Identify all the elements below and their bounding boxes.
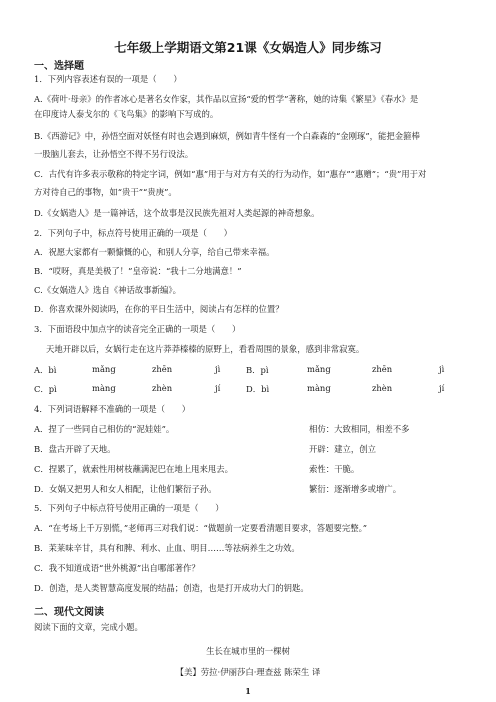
q1-option-b-line1: B.《西游记》中，孙悟空面对妖怪有时也会遇到麻烦，例如青牛怪有一个白森森的“金刚琢”，能把金箍棒 bbox=[34, 131, 420, 141]
q3-passage: 天地开辟以后，女娲行走在这片莽莽榛榛的原野上，看看周围的景象，感到非常寂寞。 bbox=[46, 344, 365, 354]
q3-option-c-py3: zhèn bbox=[152, 383, 173, 393]
q3-option-d-label: D．bì bbox=[246, 384, 270, 394]
q2-option-d: D．你喜欢课外阅读吗，在你的平日生活中，阅读占有怎样的位置？ bbox=[34, 304, 284, 314]
section-heading-reading: 二、现代文阅读 bbox=[34, 607, 104, 618]
q1-stem: 1．下列内容表述有误的一项是（ ） bbox=[34, 74, 182, 84]
q1-option-c-line1: C．古代有许多表示敬称的特定字词，例如“惠”用于与对方有关的行为动作，如“惠存”“惠赠”；“贵”用于对 bbox=[34, 169, 427, 179]
reading-instructions: 阅读下面的文章，完成小题。 bbox=[34, 622, 143, 632]
q3-option-a-py4: jì bbox=[215, 364, 221, 374]
q3-option-d-py3: zhèn bbox=[372, 383, 393, 393]
q1-option-c-line2: 方对待自己的事物，如“贵干”“贵庚”。 bbox=[34, 187, 177, 197]
q3-option-d-py4: jí bbox=[439, 383, 445, 393]
section-heading-choice: 一、选择题 bbox=[34, 61, 84, 72]
q4-row-a-definition: 相仿：大致相同，相差不多 bbox=[309, 424, 410, 434]
q2-stem: 2．下列句子中，标点符号使用正确的一项是（ ） bbox=[34, 228, 232, 238]
q4-row-d-definition: 繁衍：逐渐增多或增广。 bbox=[309, 484, 402, 494]
q3-option-b-py3: zhēn bbox=[372, 364, 393, 374]
q3-option-c-py4: jí bbox=[215, 383, 221, 393]
q3-option-b-py2: mǎng bbox=[307, 364, 331, 374]
q1-option-d: D.《女娲造人》是一篇神话，这个故事是汉民族先祖对人类起源的神奇想象。 bbox=[34, 208, 320, 218]
q3-option-b-py4: jì bbox=[439, 364, 445, 374]
q5-option-c: C．我不知道成语“世外桃源”出自哪部著作？ bbox=[34, 563, 200, 573]
q3-option-c-py2: màng bbox=[92, 383, 116, 393]
q3-option-a-label: A．bì bbox=[34, 365, 57, 375]
article-title: 生长在城市里的一棵树 bbox=[206, 646, 290, 656]
q1-option-a-line1: A.《荷叶·母亲》的作者冰心是著名女作家，其作品以宣扬“爱的哲学”著称，她的诗集《繁星》《春水》是 bbox=[34, 94, 419, 104]
q5-option-d: D．创造，是人类智慧高度发展的结晶；创造，也是打开成功大门的钥匙。 bbox=[34, 583, 309, 593]
q4-row-d-sentence: D．女娲又把男人和女人相配，让他们繁衍子孙。 bbox=[34, 484, 217, 494]
q4-row-b-sentence: B．盘古开辟了天地。 bbox=[34, 444, 116, 454]
q3-option-a-py2: mǎng bbox=[92, 364, 116, 374]
q1-option-b-line2: 一股脑儿套去，让孙悟空不得不另行设法。 bbox=[34, 149, 194, 159]
page-number: 1 bbox=[245, 686, 251, 696]
q3-option-b-label: B．pì bbox=[246, 365, 269, 375]
q4-row-c-definition: 索性：干脆。 bbox=[309, 464, 360, 474]
q4-row-b-definition: 开辟：建立，创立 bbox=[309, 444, 376, 454]
q5-stem: 5．下列句子中标点符号使用正确的一项是（ ） bbox=[34, 503, 224, 513]
q5-option-a: A．“在考场上千万别慌，”老师再三对我们说：“做题前一定要看清题目要求，答题要完整。” bbox=[34, 523, 368, 533]
q3-option-d-py2: màng bbox=[307, 383, 331, 393]
q2-option-b: B．“哎呀，真是美极了！”皇帝说：“我十二分地满意！” bbox=[34, 266, 242, 276]
q2-option-c: C.《女娲造人》选自《神话故事新编》。 bbox=[34, 285, 181, 295]
page-title: 七年级上学期语文第21课《女娲造人》同步练习 bbox=[114, 40, 382, 55]
q4-row-c-sentence: C．捏累了，就索性用树枝蘸满泥巴在地上甩来甩去。 bbox=[34, 464, 234, 474]
q2-option-a: A．祝愿大家都有一颗慷慨的心，和别人分享，给自己带来幸福。 bbox=[34, 247, 275, 257]
q4-row-a-sentence: A．捏了一些同自己相仿的“泥娃娃”。 bbox=[34, 424, 175, 434]
q5-option-b: B．茉莱味辛甘，具有和脾、利水、止血、明目……等祛病养生之功效。 bbox=[34, 543, 300, 553]
q3-stem: 3．下面语段中加点字的读音完全正确的一项是（ ） bbox=[34, 324, 241, 334]
q3-option-a-py3: zhēn bbox=[152, 364, 173, 374]
q1-option-a-line2: 在印度诗人泰戈尔的《飞鸟集》的影响下写成的。 bbox=[34, 109, 219, 119]
article-author: 【美】劳拉·伊丽莎白·理查兹 陈荣生 译 bbox=[175, 667, 321, 677]
q4-stem: 4．下列词语解释不准确的一项是（ ） bbox=[34, 404, 191, 414]
q3-option-c-label: C．pì bbox=[34, 384, 57, 394]
